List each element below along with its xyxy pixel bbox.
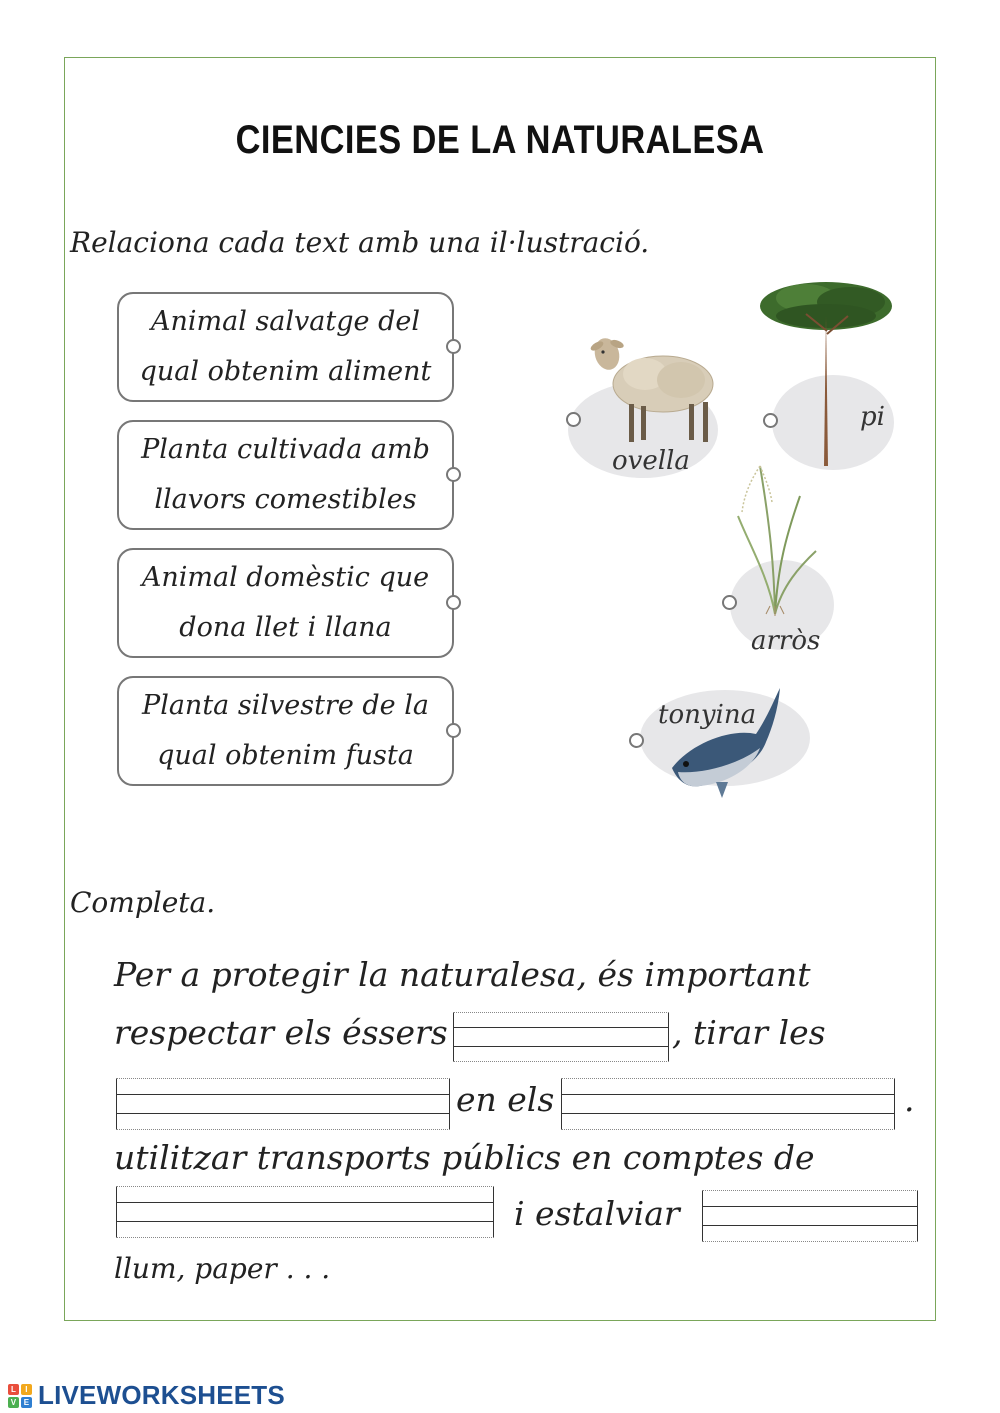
blank-input-2[interactable] [116,1078,450,1130]
logo-text: LIVEWORKSHEETS [38,1380,285,1410]
paragraph-line-3a: en els [456,1080,555,1119]
match-card-2 [117,420,454,530]
card-line: Planta cultivada amb [141,434,430,465]
paragraph-line-4: utilitzar transports públics en comptes de [114,1138,815,1177]
match-dot-card-2[interactable] [446,467,461,482]
blank-input-1[interactable] [453,1012,669,1062]
tuna-label: tonyina [658,700,757,730]
pine-tree-icon [756,276,896,470]
logo-letter: V [8,1397,19,1408]
match-card-1 [117,292,454,402]
liveworksheets-logo [8,1380,285,1411]
blank-input-4[interactable] [116,1186,494,1238]
pine-label: pi [860,402,885,432]
match-dot-sheep[interactable] [566,412,581,427]
blank-input-3[interactable] [561,1078,895,1130]
rice-label: arròs [751,626,821,656]
card-line: dona llet i llana [179,612,392,643]
card-line: qual obtenim fusta [157,740,414,771]
page-title: CIENCIES DE LA NATURALESA [235,118,765,162]
card-line: qual obtenim aliment [139,356,432,387]
paragraph-line-2b: , tirar les [672,1013,826,1052]
card-line: Animal salvatge del [151,306,420,337]
logo-letter: I [21,1384,32,1395]
card-line: Planta silvestre de la [142,690,429,721]
card-line: llavors comestibles [154,484,417,515]
match-dot-card-1[interactable] [446,339,461,354]
blank-input-5[interactable] [702,1190,918,1242]
logo-grid-icon [8,1384,32,1408]
logo-letter: E [21,1397,32,1408]
rice-plant-icon [730,456,820,616]
match-dot-tuna[interactable] [629,733,644,748]
match-dot-pine[interactable] [763,413,778,428]
paragraph-line-1: Per a protegir la naturalesa, és important [114,955,811,994]
paragraph-line-6: llum, paper . . . [114,1252,331,1285]
paragraph-line-3b: . [904,1080,915,1119]
card-line: Animal domèstic que [141,562,430,593]
complete-instruction: Completa. [70,886,216,919]
sheep-icon [585,328,725,448]
match-dot-rice[interactable] [722,595,737,610]
match-card-4 [117,676,454,786]
match-dot-card-3[interactable] [446,595,461,610]
logo-letter: L [8,1384,19,1395]
match-card-3 [117,548,454,658]
sheep-label: ovella [612,446,690,476]
match-dot-card-4[interactable] [446,723,461,738]
paragraph-line-2a: respectar els éssers [114,1013,448,1052]
paragraph-line-5a: i estalviar [514,1194,680,1233]
match-instruction: Relaciona cada text amb una il·lustració. [70,226,650,259]
